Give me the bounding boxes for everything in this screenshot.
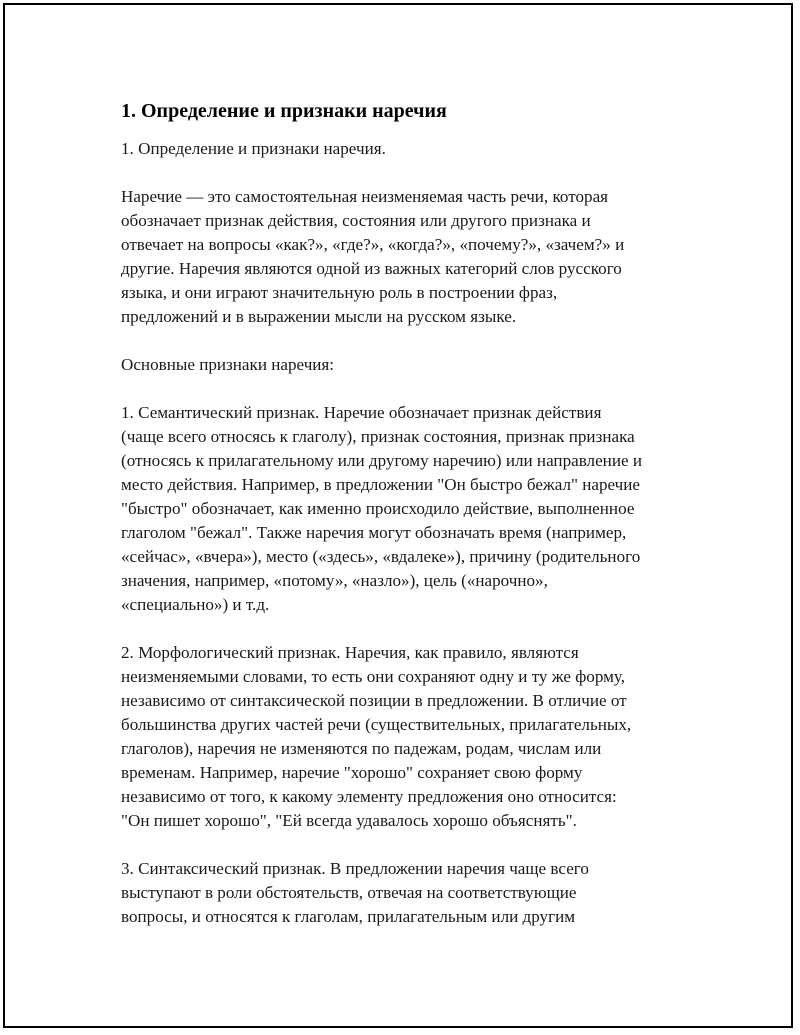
text-line: 3. Синтаксический признак. В предложении наречия чаще всего (121, 859, 589, 878)
text-line: обозначает признак действия, состояния или другого признака и (121, 211, 591, 230)
document-content (121, 99, 701, 953)
text-line: "быстро" обозначает, как именно происходило действие, выполненное (121, 499, 635, 518)
text-line: значения, например, «потому», «назло»), цель («нарочно», (121, 571, 548, 590)
paragraph-morphological (121, 641, 701, 833)
paragraph-syntactic (121, 857, 701, 929)
document-page (3, 3, 793, 1028)
text-line: место действия. Например, в предложении "Он быстро бежал" наречие (121, 475, 641, 494)
text-line: языка, и они играют значительную роль в построении фраз, (121, 283, 558, 302)
text-line: 1. Определение и признаки наречия. (121, 139, 386, 158)
text-line: предложений и в выражении мысли на русском языке. (121, 307, 517, 326)
text-line: "Он пишет хорошо", "Ей всегда удавалось хорошо объяснять". (121, 811, 577, 830)
text-line: независимо от синтаксической позиции в предложении. В отличие от (121, 691, 627, 710)
text-line: большинства других частей речи (существительных, прилагательных, (121, 715, 632, 734)
paragraph-semantic (121, 401, 701, 617)
text-line: (относясь к прилагательному или другому наречию) или направление и (121, 451, 642, 470)
text-line: 1. Семантический признак. Наречие обозначает признак действия (121, 403, 602, 422)
text-line: глаголом "бежал". Также наречия могут обозначать время (например, (121, 523, 627, 542)
text-line: 2. Морфологический признак. Наречия, как правило, являются (121, 643, 579, 662)
text-line: Наречие — это самостоятельная неизменяемая часть речи, которая (121, 187, 609, 206)
text-line: неизменяемыми словами, то есть они сохраняют одну и ту же форму, (121, 667, 626, 686)
text-line: (чаще всего относясь к глаголу), признак состояния, признак признака (121, 427, 635, 446)
section-heading: 1. Определение и признаки наречия (121, 100, 447, 122)
text-line: «специально») и т.д. (121, 595, 270, 614)
paragraph-features-intro (121, 353, 701, 377)
paragraph-subtitle (121, 137, 701, 161)
text-line: отвечает на вопросы «как?», «где?», «когда?», «почему?», «зачем?» и (121, 235, 625, 254)
text-line: временам. Например, наречие "хорошо" сохраняет свою форму (121, 763, 583, 782)
text-line: «сейчас», «вчера»), место («здесь», «вдалеке»), причину (родительного (121, 547, 641, 566)
text-line: вопросы, и относятся к глаголам, прилагательным или другим (121, 907, 576, 926)
paragraph-definition (121, 185, 701, 329)
text-line: глаголов), наречия не изменяются по падежам, родам, числам или (121, 739, 602, 758)
text-line: другие. Наречия являются одной из важных категорий слов русского (121, 259, 622, 278)
text-line: Основные признаки наречия: (121, 355, 335, 374)
text-line: выступают в роли обстоятельств, отвечая на соответствующие (121, 883, 577, 902)
text-line: независимо от того, к какому элементу предложения оно относится: (121, 787, 617, 806)
